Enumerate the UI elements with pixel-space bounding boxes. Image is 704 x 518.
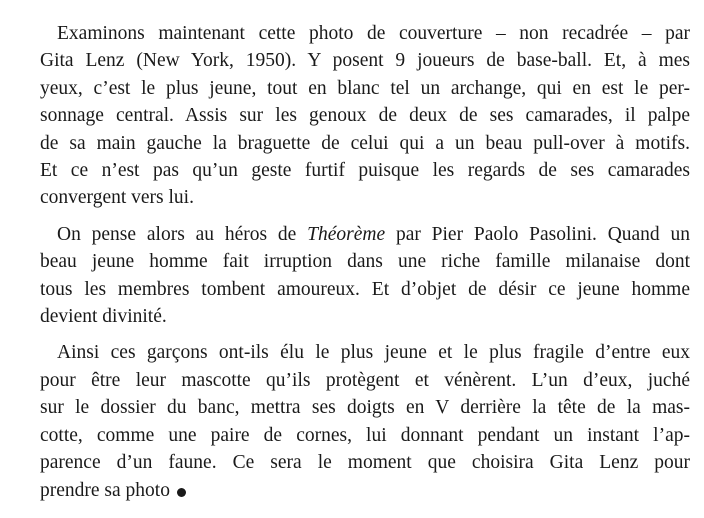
paragraph-1 xyxy=(22,20,690,212)
text-line xyxy=(22,477,690,504)
text-line: Ainsi ces garçons ont-ils élu le plus jeune et le plus fragile d’entre eux xyxy=(57,342,690,364)
text-line: devient divinité. xyxy=(40,306,167,328)
text-line: convergent vers lui. xyxy=(40,187,194,209)
text-line: parence d’un faune. Ce sera le moment que choisira Gita Lenz pour xyxy=(40,452,690,474)
text-line: sonnage central. Assis sur les genoux de deux de ses camarades, il palpe xyxy=(40,105,690,127)
text-run: prendre sa photo xyxy=(40,479,170,501)
text-line: Et ce n’est pas qu’un geste furtif puisque les regards de ses camarades xyxy=(40,160,690,182)
text-line: cotte, comme une paire de cornes, lui donnant pendant un instant l’ap- xyxy=(40,424,690,446)
text-run: par Pier Paolo Pasolini. Quand un xyxy=(385,223,691,245)
paragraph-3 xyxy=(22,339,690,503)
text-run: On pense alors au héros de xyxy=(57,223,308,245)
paragraph-2 xyxy=(22,221,690,331)
film-title: Théorème xyxy=(307,223,386,245)
text-line: tous les membres tombent amoureux. Et d’objet de désir ce jeune homme xyxy=(40,278,690,300)
text-line: de sa main gauche la braguette de celui qui a un beau pull-over à motifs. xyxy=(40,132,690,154)
text-line: yeux, c’est le plus jeune, tout en blanc tel un archange, qui en est le per- xyxy=(40,77,690,99)
text-line: Gita Lenz (New York, 1950). Y posent 9 joueurs de base-ball. Et, à mes xyxy=(40,50,690,72)
end-of-article-bullet-icon xyxy=(177,488,186,497)
text-line: pour être leur mascotte qu’ils protègent et vénèrent. L’un d’eux, juché xyxy=(40,369,690,391)
text-line: beau jeune homme fait irruption dans une riche famille milanaise dont xyxy=(40,251,690,273)
text-line: sur le dossier du banc, mettra ses doigts en V derrière la tête de la mas- xyxy=(40,397,690,419)
text-line: Examinons maintenant cette photo de couverture – non recadrée – par xyxy=(57,23,690,44)
text-line xyxy=(22,221,690,248)
